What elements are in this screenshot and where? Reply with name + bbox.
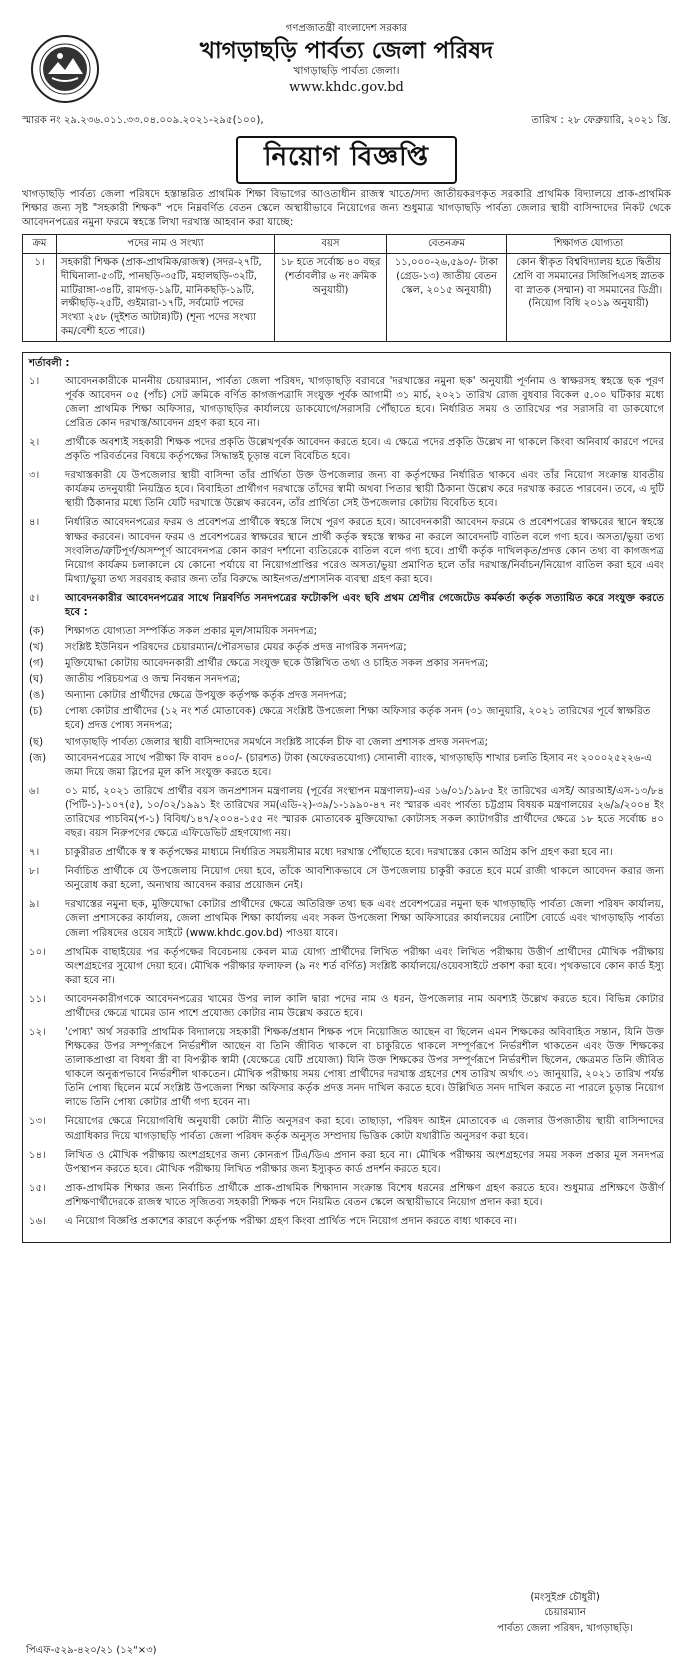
table-header-cell: শিক্ষাগত যোগ্যতা	[507, 235, 671, 254]
condition-text: নির্ধারিত আবেদনপত্রের ফরম ও প্রবেশপত্র প্রার্থীকে স্বহস্তে লিখে পূরণ করতে হবে। আবেদনকারী আবেদন ফরমে ও প্রবেশপত্রের স্বাক্ষরের স্থানে স্বহস্তে স্বাক্ষর করবেন। আবেদন ফরম ও প্রবেশপত্রের স্বাক্ষরের স্থানে প্রার্থী কর্তৃক স্বহস্তে স্বাক্ষর না করলে আবেদনটি বাতিল বলে গণ্য হবে। অসত্য/ভুয়া তথ্য সংবলিত/ত্রুটিপূর্ণ/অসম্পূর্ণ আবেদনপত্র কোন কারণ দর্শানো ব্যতিরেকে বাতিল বলে গণ্য হবে। প্রার্থী কর্তৃক দাখিলকৃত/প্রদত্ত কোন তথ্য বা কাগজপত্র নিয়োগ কার্যক্রম চলাকালে যে কোনো পর্যায়ে বা নিয়োগপ্রাপ্তির পরেও অসত্য/ভুয়া প্রমাণিত হলে তাঁর দরখাস্ত/নির্বাচন/নিয়োগ বাতিল করা হবে এবং মিথ্যা/ভুয়া তথ্য সরবরাহ করার জন্য তাঁর বিরুদ্ধে আইনগত/প্রশাসনিক ব্যবস্থা গ্রহণ করা হবে।	[65, 517, 664, 585]
condition-text: ০১ মার্চ, ২০২১ তারিখে প্রার্থীর বয়স জনপ্রশাসন মন্ত্রণালয় (পূর্বের সংস্থাপন মন্ত্রণালয়)-এর ১৬/০১/১৯৮৫ ইং তারিখের এসই/ আরআই/এস-১৩/৮৪ (পিটি-১)-১০৭(৫), ১০/০২/১৯৯১ ইং তারিখের সম(এডি-২)-৩৯/১-১৯৯০-৪৭ নং স্মারক এবং পার্বত্য চট্টগ্রাম বিষয়ক মন্ত্রণালয়ের ২৬/৯/২০০৪ ইং তারিখের পাচবিম(প-১) বিবিধ/১৪৭/২০০৪-১৫৫ নং স্মারক মোতাবেক মুক্তিযোদ্ধা কোটাসহ সকল ক্যাটাগরীর প্রার্থীদের ক্ষেত্রে ১৮ হতে সর্বোচ্চ ৪০ বছর। বয়স নিরুপণের ক্ষেত্রে এফিডেভিট গ্রহণযোগ্য নয়।	[65, 785, 664, 840]
signatory-designation: চেয়ারম্যান	[544, 1607, 586, 1619]
government-line: গণপ্রজাতন্ত্রী বাংলাদেশ সরকার	[285, 23, 408, 34]
header	[22, 22, 671, 130]
notice-title-text: নিয়োগ বিজ্ঞপ্তি	[236, 136, 457, 184]
intro-paragraph: খাগড়াছড়ি পার্বত্য জেলা পরিষদে হস্তান্তরিত প্রাথমিক শিক্ষা বিভাগের আওতাধীন রাজস্ব খাতে/সদ্য জাতীয়করণকৃত সরকারি প্রাথমিক বিদ্যালয়ে প্রাক-প্রাথমিক শিক্ষার জন্য সৃষ্ট "সহকারী শিক্ষক" পদে নিম্নবর্ণিত বেতন স্কেলে অস্থায়ীভাবে নিয়োগের জন্য শুধুমাত্র খাগড়াছড়ি পার্বত্য জেলার স্থায়ী বাসিন্দাদের নিকট থেকে আবেদনপত্রের নমুনা ফরমে স্বহস্তে লিখা দরখাস্ত আহবান করা যাচ্ছে:	[22, 188, 671, 229]
condition-item	[29, 1026, 664, 1110]
condition-item	[29, 436, 664, 464]
print-code: পিএফ-৫২৯-৪২০/২১ (১২"×৩)	[26, 1645, 157, 1656]
organization-subtitle: খাগড়াছড়ি পার্বত্য জেলা।	[293, 65, 400, 78]
conditions-list	[29, 375, 664, 587]
condition-item	[29, 898, 664, 940]
condition-text: নির্বাচিত প্রার্থীকে যে উপজেলায় নিয়োগ দেয়া হবে, তাঁকে আবশ্যিকভাবে সে উপজেলায় চাকুরী করতে হবে মর্মে রাজী থাকলে আবেদন করার জন্য অনুরোধ করা হলো, অন্যথায় আবেদন করার প্রয়োজন নেই।	[65, 866, 664, 892]
condition-number: ১২।	[29, 1026, 46, 1038]
condition-number: ২।	[29, 437, 40, 449]
condition-text: প্রার্থীকে অবশ্যই সহকারী শিক্ষক পদের প্রকৃতি উল্লেখপূর্বক আবেদন করতে হবে। এ ক্ষেত্রে পদের প্রকৃতি উল্লেখ না থাকলে কিংবা অনিবার্য কারণে পদের প্রকৃতি পরিবর্তনের বিষয়ে কর্তৃপক্ষের সিদ্ধান্তই চূড়ান্ত বলে বিবেচিত হবে।	[65, 437, 664, 463]
condition-item	[29, 1215, 664, 1229]
council-seal-logo	[30, 34, 100, 104]
condition-text: লিখিত ও মৌখিক পরীক্ষায় অংশগ্রহণের জন্য কোনরূপ টিএ/ডিএ প্রদান করা হবে না। মৌখিক পরীক্ষায় অংশগ্রহণের সময় সকল প্রকার মূল সনদপত্র উপস্থাপন করতে হবে। মৌখিক পরীক্ষায় লিখিত পরীক্ষার জন্য ইস্যুকৃত কার্ড প্রদর্শন করতে হবে।	[65, 1149, 664, 1175]
condition-item	[29, 469, 664, 511]
table-header-row	[23, 235, 671, 254]
condition-number: ১৩।	[29, 1116, 46, 1128]
memo-row	[22, 114, 671, 128]
condition-number: (খ)	[29, 642, 44, 654]
condition-number: ৬।	[29, 785, 40, 797]
memo-number: স্মারক নং ২৯.২৩৬.০১১.৩৩.০৪.০০৯.২০২১-২৯৫(১০০),	[22, 115, 264, 126]
condition-text: প্রাথমিক বাছাইয়ের পর কর্তৃপক্ষের বিবেচনায় কেবল মাত্র যোগ্য প্রার্থীদের লিখিত পরীক্ষা এবং লিখিত পরীক্ষায় উত্তীর্ণ প্রার্থীদের মৌখিক পরীক্ষায় অংশগ্রহণের সুযোগ দেয়া হবে। মৌখিক পরীক্ষার ফলাফল (৯ নং শর্ত বর্ণিত) সংশ্লিষ্ট কার্যালয়ে/ওয়েবসাইটে প্রকাশ করা হবে। পৃথকভাবে কোন কার্ড ইস্যু করা হবে না।	[65, 946, 664, 986]
organization-title: খাগড়াছড়ি পার্বত্য জেলা পরিষদ	[199, 37, 494, 64]
condition-text: আবেদনকারীগণকে আবেদনপত্রের খামের উপর লাল কালি দ্বারা পদের নাম ও ধরন, উপজেলার নাম অবশ্যই উল্লেখ করতে হবে। বিভিন্ন কোটার প্রার্থীদের ক্ষেত্রে খামের ডান পাশে প্রযোজ্য কোটার নাম উল্লেখ করতে হবে।	[65, 993, 664, 1019]
condition-text: জাতীয় পরিচয়পত্র ও জন্ম নিবন্ধন সনদপত্র;	[65, 674, 241, 686]
condition-text: মুক্তিযোদ্ধা কোটায় আবেদনকারী প্রার্থীর ক্ষেত্রে সংযুক্ত ছকে উল্লিখিত তথ্য ও চাহিত সকল প্রকার সনদপত্র;	[65, 658, 489, 670]
condition-text: আবেদনপত্রের সাথে পরীক্ষা ফি বাবদ ৪০০/- (চারশত) টাকা (অফেরতযোগ্য) সোনালী ব্যাংক, খাগড়াছড়ি শাখার চলতি হিসাব নং ২০০০২৫২২৬-এ জমা দিয়ে জমা স্লিপের মূল কপি সংযুক্ত করতে হবে।	[65, 752, 652, 778]
condition-number: ১০।	[29, 946, 46, 958]
condition-item	[29, 846, 664, 860]
condition-item	[29, 1149, 664, 1177]
condition-item	[29, 516, 664, 586]
condition-number: ৩।	[29, 470, 40, 482]
condition-text: চাকুরীরত প্রার্থীকে স্ব স্ব কর্তৃপক্ষের মাধ্যমে নির্ধারিত সময়সীমার মধ্যে দরখাস্ত পৌঁছাতে হবে। দরখাস্তের কোন অগ্রিম কপি গ্রহণ করা হবে না।	[65, 847, 613, 859]
condition-sub-item	[29, 673, 664, 687]
condition-sub-item	[29, 736, 664, 750]
conditions-list	[29, 785, 664, 1229]
condition-text: শিক্ষাগত যোগ্যতা সম্পর্কিত সকল প্রকার মূল/সাময়িক সনদপত্র;	[65, 626, 318, 638]
table-row	[23, 253, 671, 341]
condition-sub-item	[29, 625, 664, 639]
condition-number: (জ)	[29, 752, 47, 764]
condition-text: পোষ্য কোটার প্রার্থীদের (১২ নং শর্ত মোতাবেক) ক্ষেত্রে সংশ্লিষ্ট উপজেলা শিক্ষা অফিসার কর্তৃক সনদ (৩১ জানুয়ারি, ২০২১ তারিখের পূর্বে স্বাক্ষরিত হবে) প্রদত্ত পোষ্য সনদপত্র;	[65, 706, 651, 732]
serial-cell: ১।	[23, 253, 57, 341]
condition-item	[29, 1182, 664, 1210]
signatory-office: পার্বত্য জেলা পরিষদ, খাগড়াছড়ি।	[497, 1622, 633, 1634]
condition-sub-list	[29, 625, 664, 780]
condition-number: ৯।	[29, 899, 40, 911]
table-header-cell: বয়স	[275, 235, 387, 254]
condition-number: ১।	[29, 375, 40, 387]
condition-number: ১৬।	[29, 1215, 46, 1227]
signatory-name: (মংসুইপ্রু চৌধুরী)	[530, 1592, 600, 1603]
condition-item	[29, 1115, 664, 1143]
condition-number: (ছ)	[29, 736, 44, 748]
condition-text: সংশ্লিষ্ট ইউনিয়ন পরিষদের চেয়ারম্যান/পৌরসভার মেয়র কর্তৃক প্রদত্ত নাগরিক সনদপত্র;	[65, 642, 407, 654]
pay-scale-cell: ১১,০০০-২৬,৫৯০/- টাকা (গ্রেড-১৩) জাতীয় বেতন স্কেল, ২০১৫ অনুযায়ী)	[387, 253, 507, 341]
condition-number: ৭।	[29, 847, 40, 859]
condition-item	[29, 375, 664, 431]
condition-item	[29, 865, 664, 893]
website-url: www.khdc.gov.bd	[289, 79, 404, 95]
signature-block	[497, 1590, 633, 1636]
condition-sub-item	[29, 689, 664, 703]
age-cell: ১৮ হতে সর্বোচ্চ ৪০ বছর (শর্তাবলীর ৬ নং ক্রমিক অনুযায়ী)	[275, 253, 387, 341]
condition-number: ১৫।	[29, 1182, 46, 1194]
condition-item	[29, 946, 664, 988]
qualification-cell: কোন স্বীকৃত বিশ্ববিদ্যালয় হতে দ্বিতীয় শ্রেণি বা সমমানের সিজিপিএসহ স্নাতক বা স্নাতক (সম্মান) বা সমমানের ডিগ্রী। (নিয়োগ বিধি ২০১৯ অনুযায়ী)	[507, 253, 671, 341]
condition-number: ৫।	[29, 592, 40, 604]
condition-number: (ঘ)	[29, 674, 44, 686]
posts-table	[22, 234, 671, 342]
condition-sub-item	[29, 657, 664, 671]
condition-text: খাগড়াছড়ি পার্বত্য জেলার স্থায়ী বাসিন্দাদের সমর্থনে সংশ্লিষ্ট সার্কেল চীফ বা জেলা প্রশাসক প্রদত্ত সনদপত্র;	[65, 736, 488, 748]
condition-sub-item	[29, 752, 664, 780]
condition-text: আবেদনকারীকে মাননীয় চেয়ারম্যান, পার্বত্য জেলা পরিষদ, খাগড়াছড়ি বরাবরে 'দরখাস্তের নমুনা ছক' অনুযায়ী পূর্ণনাম ও স্বাক্ষরসহ স্বহস্তে ছক পূরণ পূর্বক আবেদন ০৫ (পাঁচ) সেট ক্রমিকে বর্ণিত কাগজপত্রাদি সংযুক্ত পূর্বক আগামী ৩১ মার্চ, ২০২১ তারিখ রোজ বুধবার বিকেল ৫.০০ ঘটিকার মধ্যে জেলা প্রাথমিক শিক্ষা অফিসার, খাগড়াছড়ির কার্যালয়ে ডাকযোগে/সরাসরি পৌঁছাতে হবে। নির্ধারিত সময় ও তারিখের পর সরাসরি বা ডাকযোগে প্রেরিত কোন দরখাস্ত/আবেদন গ্রহণ করা হবে না।	[65, 375, 664, 429]
condition-number: (ঙ)	[29, 690, 45, 702]
notice-title	[22, 136, 671, 184]
conditions-box	[22, 352, 671, 1243]
condition-item	[29, 993, 664, 1021]
condition-number: ৮।	[29, 866, 40, 878]
table-header-cell: পদের নাম ও সংখ্যা	[57, 235, 275, 254]
condition-sub-item	[29, 641, 664, 655]
condition-text: প্রাক-প্রাথমিক শিক্ষার জন্য নির্বাচিত প্রার্থীকে প্রাক-প্রাথমিক শিক্ষাদান সংক্রান্ত বিশেষ ধরনের প্রশিক্ষণ গ্রহণ করতে হবে। শুধুমাত্র প্রশিক্ষণে উত্তীর্ণ প্রশিক্ষণার্থীদেরকে রাজস্ব খাতে সৃজিতব্য সহকারী শিক্ষক পদে নিয়মিত বেতন স্কেলে অস্থায়ীভাবে নিয়োগ প্রদান করা হবে।	[65, 1182, 664, 1208]
condition-number: (চ)	[29, 706, 43, 718]
condition-text: নিয়োগের ক্ষেত্রে নিয়োগবিধি অনুযায়ী কোটা নীতি অনুসরণ করা হবে। তাছাড়া, পরিষদ আইন মোতাবেক এ জেলার উপজাতীয় স্থায়ী বাসিন্দাদের অগ্রাধিকার দিয়ে খাগড়াছড়ি পার্বত্য জেলা পরিষদ কর্তৃক অনুসৃত সম্প্রদায় ভিত্তিক কোটা যথারীতি অনুসরণ করা হবে।	[65, 1116, 664, 1142]
condition-number: (ক)	[29, 626, 45, 638]
condition-item	[29, 785, 664, 841]
condition-text: আবেদনকারীর আবেদনপত্রের সাথে নিম্নবর্ণিত সনদপত্রের ফটোকপি এবং ছবি প্রথম শ্রেণীর গেজেটেড কর্মকর্তা কর্তৃক সত্যায়িত করে সংযুক্ত করতে হবে :	[65, 592, 664, 618]
table-header-cell: বেতনক্রম	[387, 235, 507, 254]
condition-text: এ নিয়োগ বিজ্ঞপ্তি প্রকাশের কারণে কর্তৃপক্ষ পরীক্ষা গ্রহণ কিংবা প্রার্থিত পদে নিয়োগ প্রদান করতে বাধ্য থাকবে না।	[65, 1215, 517, 1227]
condition-item	[29, 592, 664, 620]
condition-text: অন্যান্য কোটার প্রার্থীদের ক্ষেত্রে উপযুক্ত কর্তৃপক্ষ কর্তৃক প্রদত্ত সনদপত্র;	[65, 690, 347, 702]
condition-number: ১১।	[29, 993, 46, 1005]
condition-sub-item	[29, 705, 664, 733]
condition-text: দরখাস্তের নমুনা ছক, মুক্তিযোদ্ধা কোটার প্রার্থীদের ক্ষেত্রে অতিরিক্ত তথ্য ছক এবং প্রবেশপত্রের নমুনা ছক খাগড়াছড়ি পার্বত্য জেলা পরিষদ কার্যালয়, জেলা প্রশাসকের কার্যালয়, জেলা প্রাথমিক শিক্ষা কার্যালয় এবং সকল উপজেলা শিক্ষা অফিসারের কার্যালয়ের নোটিশ বোর্ডে এবং খাগড়াছড়ি পার্বত্য জেলা পরিষদের ওয়েব সাইটে (www.khdc.gov.bd) পাওয়া যাবে।	[65, 899, 664, 939]
condition-text: 'পোষ্য' অর্থ সরকারি প্রাথমিক বিদ্যালয়ে সহকারী শিক্ষক/প্রধান শিক্ষক পদে নিয়োজিত আছেন বা ছিলেন এমন শিক্ষকের অবিবাহিত সন্তান, যিনি উক্ত শিক্ষকের উপর সম্পূর্ণরূপে নির্ভরশীল আছেন বা তিনি জীবিত থাকলে বা চাকুরিতে থাকলে সম্পূর্ণরূপে নির্ভরশীল থাকতেন এবং উক্ত শিক্ষকের তালাকপ্রাপ্তা বা বিধবা স্ত্রী বা বিপত্নীক স্বামী (যেক্ষেত্রে যেটি প্রযোজ্য) যিনি উক্ত শিক্ষকের উপর সম্পূর্ণরূপে নির্ভরশীল ছিলেন, ক্ষেত্রমত তিনি জীবিত থাকলে অনুরূপভাবে নির্ভরশীল থাকতেন। মৌখিক পরীক্ষায় সময় পোষ্য প্রার্থীদের দরখাস্ত গ্রহণের শেষ তারিখ অর্থাৎ ৩১ জানুয়ারি, ২০২১ তারিখ পর্যন্ত তিনি পোষ্য ছিলেন মর্মে সংশ্লিষ্ট উপজেলা শিক্ষা অফিসার কর্তৃক প্রদত্ত সনদ দাখিল করতে হবে। উল্লিখিত সনদ দাখিল করতে না পারলে চূড়ান্ত নিয়োগ লাভে তিনি পোষ্য কোটার প্রার্থী গণ্য হবেন না।	[65, 1026, 664, 1109]
condition-text: দরখাস্তকারী যে উপজেলার স্থায়ী বাসিন্দা তাঁর প্রার্থিতা উক্ত উপজেলার জন্য বা কর্তৃপক্ষের নির্ধারিত থাকবে এবং তাঁর নিয়োগ সংক্রান্ত যাবতীয় কার্যক্রম তদনুযায়ী নিয়ন্ত্রিত হবে। বিবাহিতা প্রার্থীগণ দরখাস্তে তাঁদের স্বামী অথবা পিতার স্থায়ী ঠিকানা উল্লেখ করে দরখাস্ত করতে পারবেন। তবে, এ দুটি স্থায়ী ঠিকানার মধ্যে তিনি যেটি দরখাস্তে উল্লেখ করবেন, তাঁর প্রার্থিতা সেই উপজেলার কোটায় বিবেচিত হবে।	[65, 470, 664, 510]
table-header-cell: ক্রম	[23, 235, 57, 254]
condition-number: ১৪।	[29, 1149, 46, 1161]
condition-number: ৪।	[29, 517, 40, 529]
conditions-title: শর্তাবলী :	[29, 357, 70, 369]
post-cell: সহকারী শিক্ষক (প্রাক-প্রাথমিক/রাজস্ব) (সদর-২৭টি, দীঘিনালা-৫৩টি, পানছড়ি-৩৫টি, মহালছড়ি-৩২টি, মাটিরাঙ্গা-৩৪টি, রামগড়-১৯টি, মানিকছড়ি-১৯টি, লক্ষীছড়ি-২৫টি, গুইমারা-১৭টি, সর্বমোট পদের সংখ্যা ২৫৮ (দুইশত আটান্ন)টি) (শূন্য পদের সংখ্যা কম/বেশী হতে পারে।)	[57, 253, 275, 341]
condition-number: (গ)	[29, 658, 44, 670]
memo-date: তারিখ : ২৮ ফেব্রুয়ারি, ২০২১ খ্রি.	[531, 115, 671, 126]
